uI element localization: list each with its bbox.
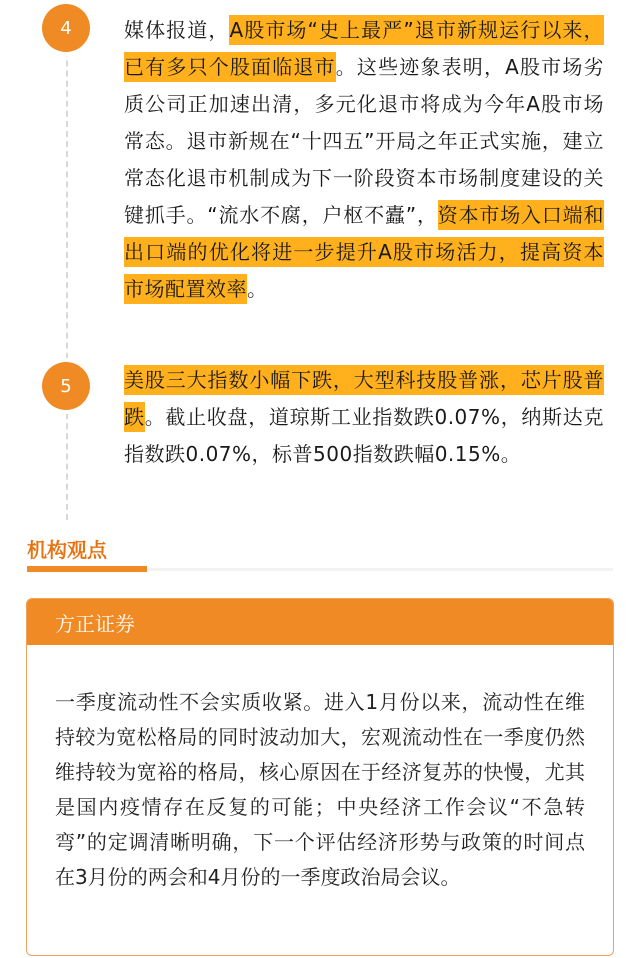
- item-text-segment: 。这些迹象表明，A股市场劣质公司正加速出清，多元化退市将成为今年A股市场常态。退市新规在“十四五”开局之年正式实施，建立常态化退市机制成为下一阶段资本市场制度建设的关键抓手。“流水不腐，户枢不蠹”，: [124, 55, 604, 227]
- item-highlight-segment: A股市场“史上最严”退市新规运行以来，已有多只个股面临退市: [124, 15, 604, 82]
- item-text-segment: 。: [247, 277, 268, 301]
- institution-opinion-card: [26, 598, 614, 956]
- item-text-segment: 。截止收盘，道琼斯工业指数跌0.07%，纳斯达克指数跌0.07%，标普500指数跌幅0.15%。: [124, 405, 604, 466]
- section-divider-accent: [27, 566, 147, 572]
- card-body-text: 一季度流动性不会实质收紧。进入1月份以来，流动性在维持较为宽松格局的同时波动加大，宏观流动性在一季度仍然维持较为宽裕的格局，核心原因在于经济复苏的快慢，尤其是国内疫情存在反复的可能；中央经济工作会议“不急转弯”的定调清晰明确，下一个评估经济形势与政策的时间点在3月份的两会和4月份的一季度政治局会议。: [55, 690, 585, 889]
- timeline-line: [66, 0, 68, 520]
- item-highlight-segment: 美股三大指数小幅下跌，大型科技股普涨，芯片股普跌: [124, 365, 604, 432]
- item-text-segment: 媒体报道，: [124, 18, 230, 42]
- section-title: 机构观点: [27, 538, 107, 562]
- news-item-5: [124, 362, 604, 473]
- item-number-badge: 4: [42, 4, 90, 52]
- item-highlight-segment: 资本市场入口端和出口端的优化将进一步提升A股市场活力，提高资本市场配置效率: [124, 200, 604, 304]
- news-item-4: [124, 12, 604, 308]
- card-header: 方正证券: [27, 599, 613, 645]
- item-number-badge: 5: [42, 362, 90, 410]
